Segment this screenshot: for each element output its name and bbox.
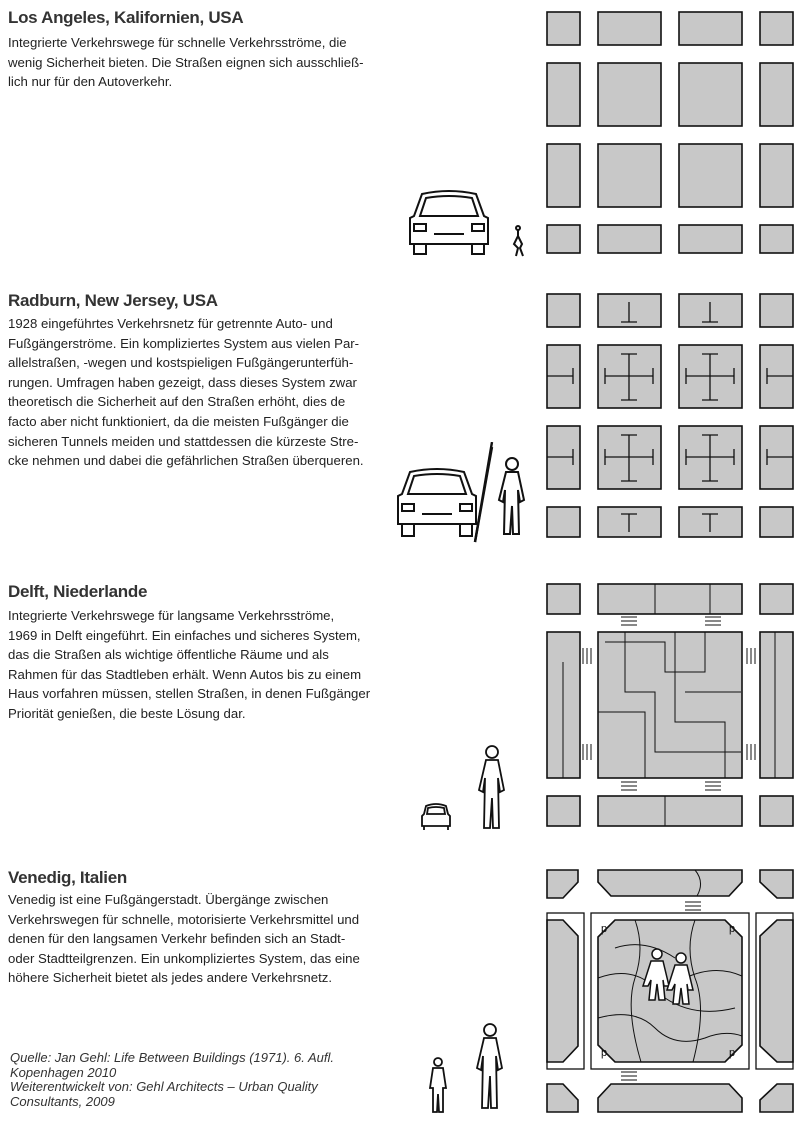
pedestrians-illustration xyxy=(420,1022,520,1117)
parking-label: p xyxy=(729,1047,736,1059)
text-line: 1969 in Delft eingeführt. Ein einfaches und sicheres System, xyxy=(8,627,361,643)
section-title: Venedig, Italien xyxy=(8,868,127,887)
text-line: allelstraßen, -wegen und kostspieligen Fußgängerunterfüh- xyxy=(8,355,354,371)
text-line: theoretisch die Sicherheit auf den Straßen erhöht, dies de xyxy=(8,394,346,410)
text-line: rungen. Umfragen haben gezeigt, dass dieses System zwar xyxy=(8,374,357,390)
parking-label: p xyxy=(601,1047,608,1059)
delft-woonerf-plan xyxy=(545,582,795,828)
text-line: sicheren Tunnels meiden und stattdessen die kürzeste Stre- xyxy=(8,433,359,449)
text-line: Rahmen für das Stadtleben erhält. Wenn Autos bis zu einem xyxy=(8,666,362,682)
text-line: Verkehrswegen für schnelle, motorisierte Verkehrsmittel und xyxy=(8,911,360,927)
text-line: wenig Sicherheit bieten. Die Straßen eignen sich ausschließ- xyxy=(8,54,364,70)
source-citation xyxy=(10,1051,390,1109)
text-line: facto aber nicht funktioniert, da die meisten Fußgänger die xyxy=(8,413,349,429)
small-car-and-pedestrian-illustration xyxy=(412,740,522,835)
parking-label: p xyxy=(601,923,608,935)
source-line: Consultants, 2009 xyxy=(10,1093,115,1109)
text-line: das die Straßen als wichtige öffentliche Räume und als xyxy=(8,647,329,663)
text-line: denen für den langsamen Verkehr befinden sich an Stadt- xyxy=(8,931,346,947)
section-delft xyxy=(0,570,800,840)
text-line: Venedig ist eine Fußgängerstadt. Übergänge zwischen xyxy=(8,892,329,907)
source-line: Weiterentwickelt von: Gehl Architects – Urban Quality xyxy=(10,1079,318,1094)
text-line: Priorität genießen, die beste Lösung dar. xyxy=(8,705,246,721)
venice-pedestrian-plan xyxy=(545,868,795,1114)
street-grid-plan xyxy=(545,10,795,255)
section-los-angeles xyxy=(0,0,800,270)
car-and-pedestrian-illustration xyxy=(404,186,539,261)
text-line: höhere Sicherheit bietet als jedes andere Verkehrsnetz. xyxy=(8,970,333,986)
section-description xyxy=(8,33,380,92)
text-line: oder Stadtteilgrenzen. Ein unkompliziertes System, das eine xyxy=(8,950,360,966)
radburn-plan xyxy=(545,292,795,540)
section-title: Radburn, New Jersey, USA xyxy=(8,291,218,310)
text-line: lich nur für den Autoverkehr. xyxy=(8,74,173,90)
text-line: 1928 eingeführtes Verkehrsnetz für getrennte Auto- und xyxy=(8,316,333,331)
text-line: Integrierte Verkehrswege für langsame Verkehrsströme, xyxy=(8,608,335,623)
section-title: Los Angeles, Kalifornien, USA xyxy=(8,8,244,27)
source-line: Quelle: Jan Gehl: Life Between Buildings (1971). 6. Aufl. xyxy=(10,1050,334,1065)
text-line: Fußgängerströme. Ein kompliziertes System aus vielen Par- xyxy=(8,335,360,351)
section-title: Delft, Niederlande xyxy=(8,582,148,601)
text-line: Haus vorfahren müssen, stellen Straßen, in denen Fußgänger xyxy=(8,686,371,702)
car-separated-pedestrian-illustration xyxy=(392,442,540,547)
source-line: Kopenhagen 2010 xyxy=(10,1064,117,1080)
section-description xyxy=(8,314,380,471)
section-description xyxy=(8,890,380,988)
parking-label: p xyxy=(729,923,736,935)
section-radburn xyxy=(0,280,800,550)
text-line: Integrierte Verkehrswege für schnelle Verkehrsströme, die xyxy=(8,35,347,50)
text-line: cke nehmen und dabei die gefährlichen Straßen überqueren. xyxy=(8,453,364,469)
section-description xyxy=(8,606,380,724)
